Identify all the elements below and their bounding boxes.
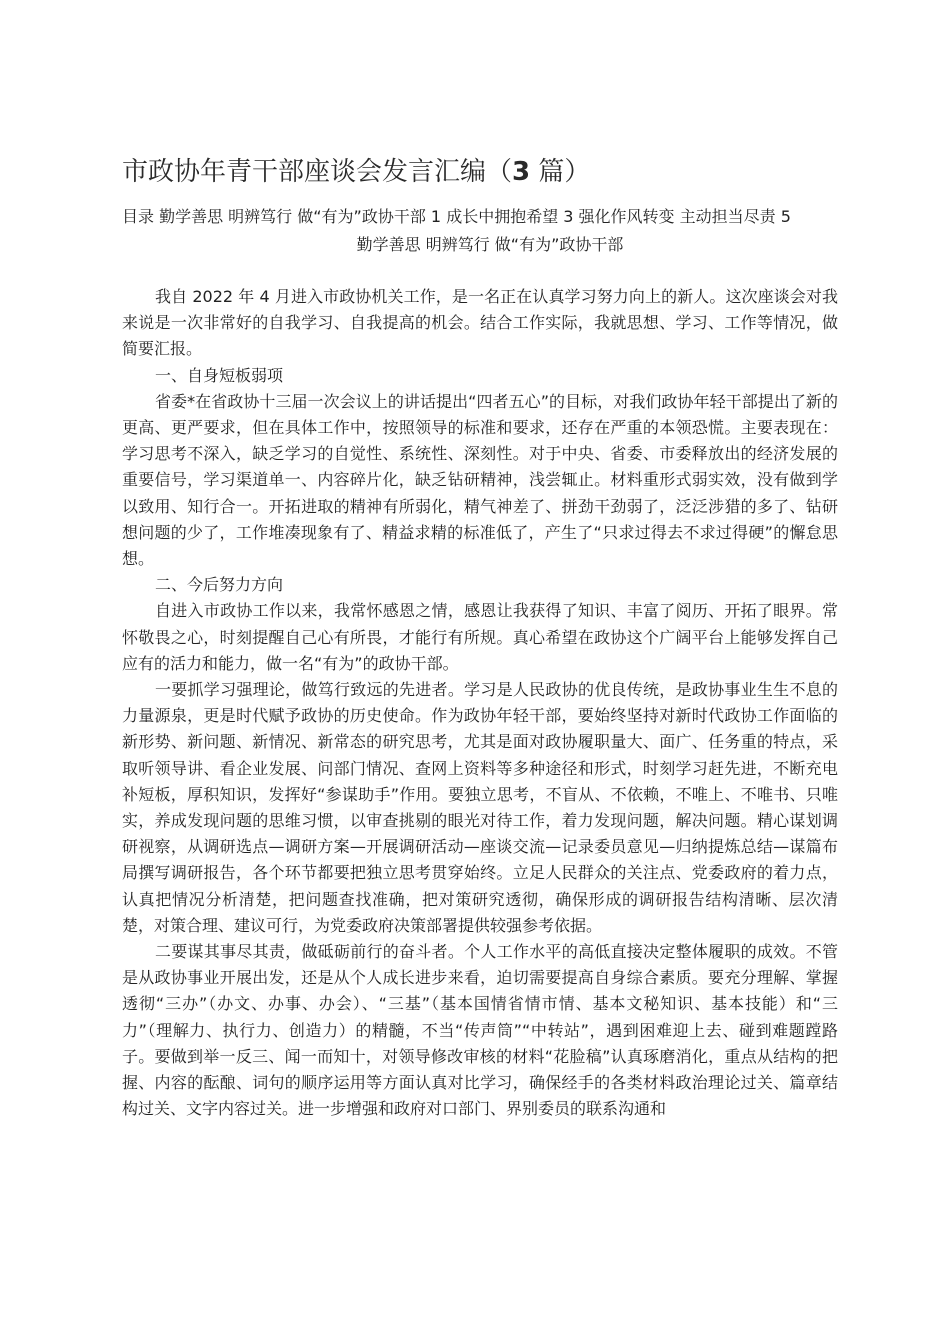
table-of-contents: 目录 勤学善思 明辨笃行 做“有为”政协干部 1 成长中拥抱希望 3 强化作风转变 主动担当尽责 5 (122, 207, 791, 226)
title-main: 市政协年青干部座谈会发言汇编（ (122, 157, 513, 187)
subheading-weakness: 一、自身短板弱项 (155, 365, 284, 385)
paragraph-direction: 自进入市政协工作以来，我常怀感恩之情，感恩让我获得了知识、丰富了阅历、开拓了眼界。常怀敬畏之心，时刻提醒自己心有所畏，才能行有所规。真心希望在政协这个广阔平台上能够发挥自己应有的活力和能力，做一名“有为”的政协干部。 (122, 601, 838, 673)
spacer (122, 258, 838, 284)
paragraph-intro: 我自 2022 年 4 月进入市政协机关工作，是一名正在认真学习努力向上的新人。这次座谈会对我来说是一次非常好的自我学习、自我提高的机会。结合工作实际，我就思想、学习、工作等情况，做简要汇报。 (122, 287, 838, 359)
subheading-direction: 二、今后努力方向 (155, 575, 284, 595)
paragraph-point-two: 二要谋其事尽其责，做砥砺前行的奋斗者。个人工作水平的高低直接决定整体履职的成效。不管是从政协事业开展出发，还是从个人成长进步来看，迫切需要提高自身综合素质。要充分理解、掌握透彻“三办”（办文、办事、办会）、“三基”（基本国情省情市情、基本文秘知识、基本技能）和“三力”（理解力、执行力、创造力）的精髓，不当“传声筒”“中转站”，遇到困难迎上去、碰到难题蹚路子。要做到举一反三、闻一而知十，对领导修改审核的材料“花脸稿”认真琢磨消化，重点从结构的把握、内容的酝酿、词句的顺序运用等方面认真对比学习，确保经手的各类材料政治理论过关、篇章结构过关、文字内容过关。进一步增强和政府对口部门、界别委员的联系沟通和 (122, 942, 838, 1119)
title-number: 3 (512, 157, 531, 187)
document-title (122, 150, 838, 194)
paragraph-weakness: 省委*在省政协十三届一次会议上的讲话提出“四者五心”的目标，对我们政协年轻干部提出了新的更高、更严要求，但在具体工作中，按照领导的标准和要求，还存在严重的本领恐慌。主要表现在：学习思考不深入，缺乏学习的自觉性、系统性、深刻性。对于中央、省委、市委释放出的经济发展的重要信号，学习渠道单一、内容碎片化，缺乏钻研精神，浅尝辄止。材料重形式弱实效，没有做到学以致用、知行合一。开拓进取的精神有所弱化，精气神差了、拼劲干劲弱了，泛泛涉猎的多了、钻研想问题的少了，工作堆凑现象有了、精益求精的标准低了，产生了“只求过得去不求过得硬”的懈怠思想。 (122, 391, 838, 569)
section-heading: 勤学善思 明辨笃行 做“有为”政协干部 (356, 235, 624, 254)
paragraph-point-one: 一要抓学习强理论，做笃行致远的先进者。学习是人民政协的优良传统，是政协事业生生不息的力量源泉，更是时代赋予政协的历史使命。作为政协年轻干部，要始终坚持对新时代政协工作面临的新形势、新问题、新情况、新常态的研究思考，尤其是面对政协履职量大、面广、任务重的特点，采取听领导讲、看企业发展、问部门情况、查网上资料等多种途径和形式，时刻学习赶先进，不断充电补短板，厚积知识，发挥好“参谋助手”作用。要独立思考，不盲从、不依赖，不唯上、不唯书、只唯实，养成发现问题的思维习惯，以审查挑剔的眼光对待工作，着力发现问题，解决问题。精心谋划调研视察，从调研选点—调研方案—开展调研活动—座谈交流—记录委员意见—归纳提炼总结—谋篇布局撰写调研报告，各个环节都要把独立思考贯穿始终。立足人民群众的关注点、党委政府的着力点，认真把情况分析清楚，把问题查找准确，把对策研究透彻，确保形成的调研报告结构清晰、层次清楚，对策合理、建议可行，为党委政府决策部署提供较强参考依据。 (122, 680, 838, 935)
document-body (122, 150, 838, 1123)
title-tail: 篇） (530, 157, 591, 187)
